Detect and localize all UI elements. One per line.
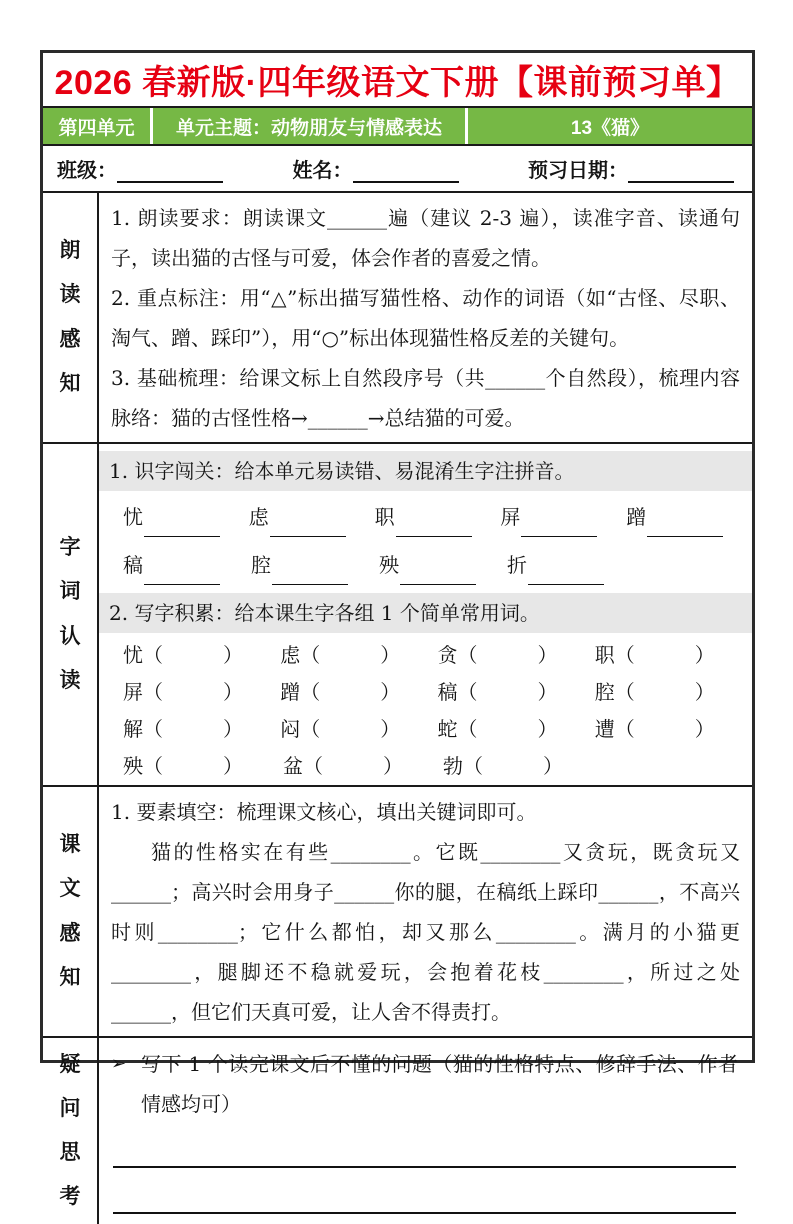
class-label: 班级：	[57, 160, 117, 182]
section-label-read-aloud: 朗读感知	[43, 193, 99, 442]
pinyin-cell: 腔	[251, 545, 379, 585]
word-cell: 忧 （ ）	[123, 643, 243, 667]
word-cell: 稿 （ ）	[437, 680, 558, 704]
pinyin-blank	[396, 512, 472, 537]
word-cell: 闷 （ ）	[280, 717, 401, 741]
section-words-content	[99, 444, 752, 785]
worksheet-page	[40, 50, 755, 1209]
word-cell: 贪 （ ）	[437, 643, 558, 667]
name-field	[293, 154, 459, 183]
word-row-3	[99, 711, 752, 747]
date-label: 预习日期：	[528, 160, 628, 182]
word-cell: 屏 （ ）	[123, 680, 243, 704]
date-field	[528, 154, 734, 183]
question-prompt-text: 写下 1 个读完课文后不懂的问题（猫的性格特点、修辞手法、作者情感均可）	[141, 1052, 738, 1116]
word-cell: 殃 （ ）	[123, 754, 243, 778]
section-text-content	[99, 787, 752, 1036]
word-cell: 勃 （ ）	[443, 754, 563, 778]
pinyin-blank	[144, 560, 220, 585]
pinyin-blank	[272, 560, 348, 585]
pinyin-cell: 折	[507, 545, 635, 585]
answer-line-1	[113, 1166, 736, 1168]
section-text-comprehension	[43, 787, 752, 1038]
section-read-aloud-content	[99, 193, 752, 442]
pinyin-row-2	[99, 545, 752, 585]
pinyin-blank	[400, 560, 476, 585]
read-aloud-item-2: 2. 重点标注：用“△”标出描写猫性格、动作的词语（如“古怪、尽职、淘气、蹭、踩印”），用“○”标出体现猫性格反差的关键句。	[111, 286, 740, 350]
fill-in-paragraph: 猫的性格实在有些________。它既________又贪玩，既贪玩又______；高兴时会用身子______你的腿，在稿纸上踩印______，不高兴时则________；它什么都怕，却又那么________。满月的小猫更________，腿脚还不稳就爱玩，会抱着花枝________，所过之处______，但它们天真可爱，让人舍不得责打。	[111, 840, 740, 1024]
class-blank	[117, 160, 223, 183]
section-label-text: 课文感知	[43, 787, 99, 1036]
class-field	[57, 154, 223, 183]
pinyin-task-heading: 1. 识字闯关：给本单元易读错、易混淆生字注拼音。	[99, 451, 752, 491]
fill-in-task-heading: 1. 要素填空：梳理课文核心，填出关键词即可。	[111, 800, 537, 824]
pinyin-cell: 虑	[249, 497, 375, 537]
word-cell: 盆 （ ）	[283, 754, 403, 778]
name-label: 姓名：	[292, 160, 353, 182]
pinyin-cell: 屏	[500, 497, 626, 537]
read-aloud-item-3: 3. 基础梳理：给课文标上自然段序号（共______个自然段），梳理内容脉络：猫的古怪性格→______→总结猫的可爱。	[111, 366, 740, 430]
name-blank	[353, 160, 459, 183]
word-cell: 腔 （ ）	[594, 680, 715, 704]
word-task-heading: 2. 写字积累：给本课生字各组 1 个简单常用词。	[99, 593, 752, 633]
pinyin-cell: 殃	[379, 545, 507, 585]
section-label-words: 字词认读	[43, 444, 99, 785]
pinyin-cell: 忧	[123, 497, 249, 537]
word-cell: 解 （ ）	[123, 717, 243, 741]
word-cell: 蛇 （ ）	[437, 717, 558, 741]
date-blank	[628, 160, 734, 183]
title-row	[43, 53, 752, 108]
unit-number: 第四单元	[43, 108, 153, 144]
word-cell: 职 （ ）	[594, 643, 715, 667]
unit-bar	[43, 108, 752, 146]
section-label-question: 疑问思考	[43, 1038, 99, 1224]
pinyin-cell: 职	[375, 497, 501, 537]
pinyin-cell: 蹭	[626, 497, 752, 537]
pinyin-row-1	[99, 497, 752, 537]
pinyin-blank	[270, 512, 346, 537]
word-cell: 蹭 （ ）	[280, 680, 401, 704]
section-question-content	[99, 1038, 752, 1224]
pinyin-cell: 稿	[123, 545, 251, 585]
word-cell: 遭 （ ）	[594, 717, 715, 741]
word-cell: 虑 （ ）	[280, 643, 401, 667]
pinyin-blank	[144, 512, 220, 537]
word-row-1	[99, 637, 752, 673]
page-title: 2026 春新版·四年级语文下册【课前预习单】	[54, 64, 741, 102]
section-question	[43, 1038, 752, 1224]
section-read-aloud	[43, 193, 752, 444]
pinyin-blank	[647, 512, 723, 537]
question-prompt	[111, 1044, 738, 1124]
info-row	[43, 146, 752, 193]
word-row-4	[99, 748, 752, 784]
unit-theme: 单元主题：动物朋友与情感表达	[153, 108, 468, 144]
section-words	[43, 444, 752, 787]
pinyin-blank	[528, 560, 604, 585]
answer-line-2	[113, 1212, 736, 1214]
pinyin-blank	[521, 512, 597, 537]
read-aloud-item-1: 1. 朗读要求：朗读课文______遍（建议 2-3 遍），读准字音、读通句子，读出猫的古怪与可爱，体会作者的喜爱之情。	[111, 206, 740, 270]
arrow-bullet-icon: ➢	[111, 1053, 127, 1074]
word-row-2	[99, 674, 752, 710]
lesson-title: 13《猫》	[570, 117, 650, 139]
